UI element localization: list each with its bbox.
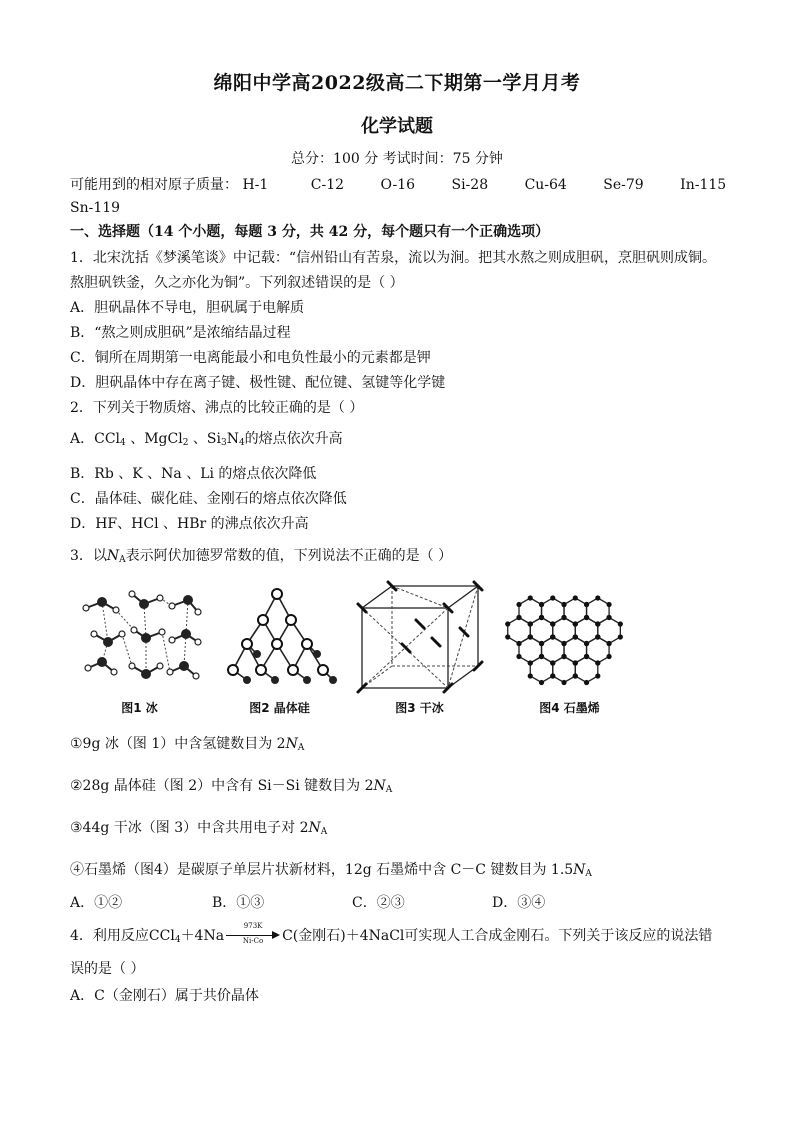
graphene-atom: [618, 634, 623, 639]
graphene-atom: [584, 654, 589, 659]
q3-option-b: B．①③: [212, 895, 265, 911]
graphene-atom: [606, 615, 611, 620]
graphene-structure-image: [497, 580, 642, 698]
graphene-atom: [550, 621, 555, 626]
graphene-atom: [550, 660, 555, 665]
q3-statement-2-text: ②28g 晶体硅（图 2）中含有 Si－Si 键数目为 2: [70, 778, 374, 794]
q4-stem-pre: 4．利用反应: [70, 928, 149, 944]
graphene-atom: [516, 615, 521, 620]
q1-option-a: A．胆矾晶体不导电，胆矾属于电解质: [70, 300, 305, 316]
graphene-atom: [505, 634, 510, 639]
reaction-arrow: [226, 922, 280, 945]
graphene-atom: [573, 660, 578, 665]
graphene-hexagon: [530, 657, 553, 683]
q4-stem-line2: 误的是（ ）: [70, 961, 145, 977]
graphene-atom: [539, 615, 544, 620]
graphene-atom: [561, 680, 566, 685]
q4-option-a: A．C（金刚石）属于共价晶体: [70, 988, 259, 1004]
q2-option-a: A．CCl$_4$ 、MgCl$_2$ 、$Si_3N_4$的熔点依次升高: [70, 431, 343, 448]
graphene-atom: [595, 634, 600, 639]
q3-statement-3: ③44g 干冰（图 3）中含共用电子对 $2N_A$: [70, 820, 328, 837]
atomic-mass-h: H-1: [242, 177, 269, 193]
atomic-mass-in: In-115: [680, 177, 727, 193]
figure-dry-ice: [352, 580, 487, 718]
graphene-atom: [516, 602, 521, 607]
atomic-mass-label: 可能用到的相对原子质量：: [70, 177, 238, 193]
graphene-atom: [528, 621, 533, 626]
figure-ice: [72, 580, 207, 718]
graphene-atom: [550, 634, 555, 639]
graphene-atom: [584, 615, 589, 620]
dry-ice-structure-image: [352, 580, 487, 698]
crystal-figures: [72, 580, 642, 718]
atomic-mass-o: O-16: [380, 177, 416, 193]
graphene-atom: [528, 634, 533, 639]
q3-statement-1: ①9g 冰（图 1）中含氢键数目为 $2N_A$: [70, 736, 305, 753]
graphene-atom: [606, 654, 611, 659]
graphene-atom: [573, 595, 578, 600]
q3-statement-4: ④石墨烯（图4）是碳原子单层片状新材料，12g 石墨烯中含 C－C 键数目为 $1.5N_A$: [70, 862, 592, 879]
graphene-atom: [539, 641, 544, 646]
graphene-atom: [539, 680, 544, 685]
q4-stem-post: 可实现人工合成金刚石。下列关于该反应的说法错: [404, 928, 713, 944]
q3-stem: 3．以$N_A$表示阿伏加德罗常数的值，下列说法不正确的是（ ）: [70, 548, 453, 565]
q3-statement-4-text: ④石墨烯（图4）是碳原子单层片状新材料，12g 石墨烯中含 C－C 键数目为 1.5: [70, 862, 574, 878]
ice-structure-image: [72, 580, 207, 698]
graphene-atom: [618, 621, 623, 626]
graphene-atom: [606, 602, 611, 607]
graphene-atom: [550, 673, 555, 678]
q3-option-d: D．③④: [492, 895, 546, 911]
reaction-condition-catalyst: Ni-Co: [242, 937, 264, 945]
q2-option-a-text: 的熔点依次升高: [244, 431, 343, 447]
exam-meta: 总分：100 分 考试时间：75 分钟: [291, 151, 503, 167]
graphene-atom: [584, 680, 589, 685]
atomic-mass-si: Si-28: [451, 177, 489, 193]
q3-statement-3-text: ③44g 干冰（图 3）中含共用电子对 2: [70, 820, 309, 836]
graphene-atom: [584, 641, 589, 646]
graphene-atom: [561, 654, 566, 659]
atomic-mass-cu: Cu-64: [524, 177, 567, 193]
q3-stem-pre: 3．以: [70, 548, 107, 564]
graphene-atom: [516, 641, 521, 646]
q3-option-c: C．②③: [352, 895, 405, 911]
subject-title: 化学试题: [361, 116, 433, 137]
graphene-atom: [584, 602, 589, 607]
exam-title: 绵阳中学高2022级高二下期第一学月月考: [213, 72, 581, 94]
graphene-hexagon: [575, 657, 598, 683]
atomic-mass-se: Se-79: [603, 177, 644, 193]
graphene-atom: [595, 660, 600, 665]
q3-statement-1-text: ①9g 冰（图 1）中含氢键数目为 2: [70, 736, 286, 752]
q2-option-d: D．HF、HCl 、HBr 的沸点依次升高: [70, 516, 309, 532]
graphene-atom: [573, 673, 578, 678]
silicon-structure-image: [217, 580, 342, 698]
graphene-atom: [516, 654, 521, 659]
q3-option-a: A．①②: [70, 895, 123, 911]
q3-statement-2: ②28g 晶体硅（图 2）中含有 Si－Si 键数目为 $2N_A$: [70, 778, 393, 795]
graphene-atom: [550, 595, 555, 600]
q1-option-b: B．“熬之则成胆矾”是浓缩结晶过程: [70, 325, 291, 341]
figure-graphene: [497, 580, 642, 718]
graphene-atom: [528, 673, 533, 678]
graphene-atom: [595, 621, 600, 626]
graphene-hexagon: [553, 657, 576, 683]
q4-stem-line1: 4．利用反应CCl$_4$＋4Na $\frac{973K}{Ni-Co}$ C(金刚石)＋4NaCl可实现人工合成金刚石。下列关于该反应的说法错: [70, 922, 713, 945]
graphene-atom: [505, 621, 510, 626]
atomic-mass-c: C-12: [310, 177, 345, 193]
q2-option-c: C．晶体硅、碳化硅、金刚石的熔点依次降低: [70, 491, 347, 507]
q1-stem-line1: 1．北宋沈括《梦溪笔谈》中记载：“信州铅山有苦泉，流以为涧。把其水熬之则成胆矾，烹胆矾则成铜。: [70, 250, 717, 266]
graphene-atom: [595, 673, 600, 678]
graphene-atom: [595, 595, 600, 600]
graphene-atom: [606, 641, 611, 646]
graphene-atom: [528, 660, 533, 665]
q3-stem-post: 表示阿伏加德罗常数的值，下列说法不正确的是（ ）: [125, 548, 453, 564]
figure-silicon-caption: 图2 晶体硅: [249, 701, 310, 715]
section-heading: 一、选择题（14 个小题，每题 3 分，共 42 分，每个题只有一个正确选项）: [70, 224, 550, 240]
figure-dry-ice-caption: 图3 干冰: [395, 701, 444, 715]
graphene-atom: [561, 641, 566, 646]
q2-stem: 2．下列关于物质熔、沸点的比较正确的是（ ）: [70, 400, 364, 416]
graphene-atom: [573, 621, 578, 626]
graphene-atom: [561, 602, 566, 607]
atomic-mass-sn: Sn-119: [70, 200, 121, 216]
graphene-atom: [539, 602, 544, 607]
graphene-atom: [528, 595, 533, 600]
graphene-atom: [561, 615, 566, 620]
q1-stem-line2: 熬胆矾铁釜，久之亦化为铜”。下列叙述错误的是（ ）: [70, 275, 404, 291]
graphene-atom: [539, 654, 544, 659]
atomic-mass-row: [70, 174, 730, 216]
figure-silicon: [217, 580, 342, 718]
q2-option-b: B．Rb 、K 、Na 、Li 的熔点依次降低: [70, 466, 317, 482]
q1-option-c: C．铜所在周期第一电离能最小和电负性最小的元素都是钾: [70, 350, 431, 366]
figure-graphene-caption: 图4 石墨烯: [539, 701, 600, 715]
figure-ice-caption: 图1 冰: [121, 701, 158, 715]
graphene-atom: [573, 634, 578, 639]
reaction-condition-temp: 973K: [243, 922, 263, 930]
q1-option-d: D．胆矾晶体中存在离子键、极性键、配位键、氢键等化学键: [70, 375, 446, 391]
